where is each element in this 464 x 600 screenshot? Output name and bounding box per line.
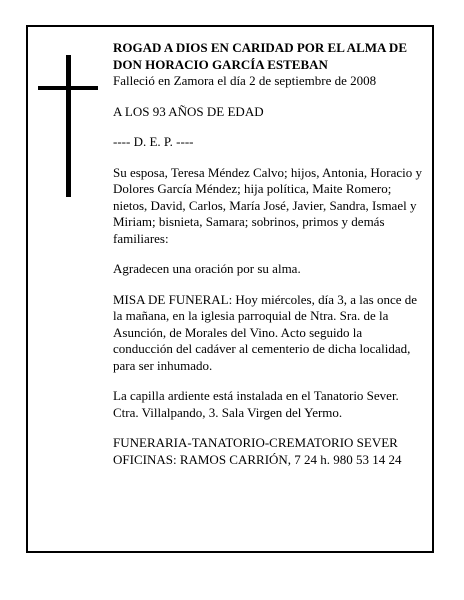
funeral-home-name: FUNERARIA-TANATORIO-CREMATORIO SEVER [113, 435, 398, 450]
funeral-paragraph: MISA DE FUNERAL: Hoy miércoles, día 3, a las once de la mañana, en la iglesia parroquial de Ntra. Sra. de la Asunción, de Morales del Vino. Acto seguido la conducción del cadáver al cementerio de dicha localidad, para ser inhumado. [113, 291, 418, 373]
family-paragraph: Su esposa, Teresa Méndez Calvo; hijos, Antonia, Horacio y Dolores García Méndez; hija política, Maite Romero; nietos, David, Carlos, María José, Javier, Sandra, Ismael y Miriam; bisnieta, Samara; sobrinos, primos y demás familiares: [113, 164, 422, 246]
deceased-name: DON HORACIO GARCÍA ESTEBAN [113, 56, 328, 72]
death-notice: Falleció en Zamora el día 2 de septiembre de 2008 [113, 73, 377, 88]
chapel-paragraph: La capilla ardiente está instalada en el Tanatorio Sever. Ctra. Villalpando, 3. Sala Virgen del Yermo. [113, 388, 399, 420]
rip-line: ---- D. E. P. ---- [113, 134, 194, 149]
obituary-content [113, 40, 423, 468]
thanks-line: Agradecen una oración por su alma. [113, 261, 301, 276]
age-line: A LOS 93 AÑOS DE EDAD [113, 103, 264, 119]
cross-icon [66, 55, 71, 197]
funeral-home-office: OFICINAS: RAMOS CARRIÓN, 7 24 h. 980 53 14 24 [113, 451, 402, 467]
prayer-heading: ROGAD A DIOS EN CARIDAD POR EL ALMA DE [113, 40, 407, 55]
cross-icon-bar [38, 86, 98, 90]
